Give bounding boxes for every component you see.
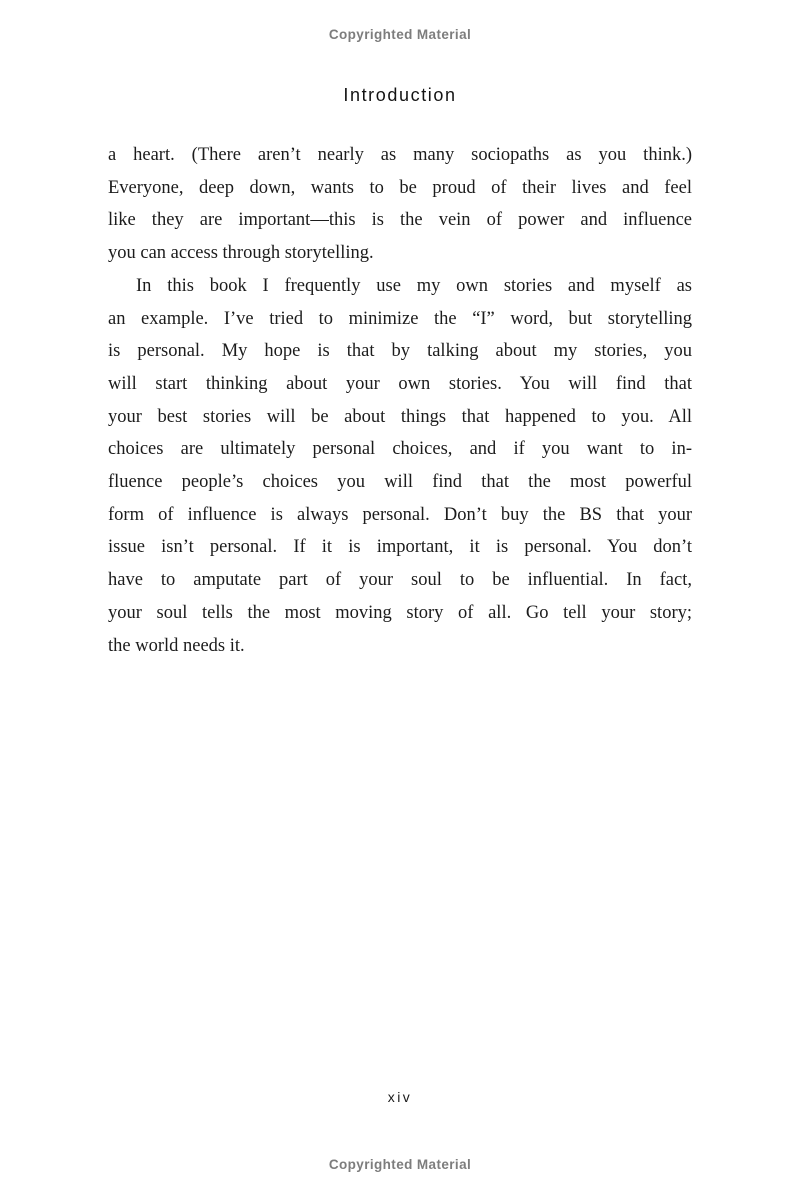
text-line: you can access through storytelling. (108, 243, 374, 264)
copyright-notice-bottom: Copyrighted Material (328, 1157, 472, 1172)
text-line: choices are ultimately personal choices, and if you want to in- (108, 439, 692, 460)
text-line: fluence people’s choices you will find that the most powerful (108, 472, 692, 493)
text-line: your soul tells the most moving story of all. Go tell your story; (108, 602, 692, 623)
page-number: xiv (387, 1089, 413, 1105)
body-text (108, 139, 692, 662)
copyright-notice-top: Copyrighted Material (328, 27, 472, 42)
text-line: issue isn’t personal. If it is important, it is personal. You don’t (108, 537, 692, 558)
text-line: will start thinking about your own stories. You will find that (108, 373, 692, 394)
text-line: is personal. My hope is that by talking about my stories, you (108, 341, 692, 362)
text-line: an example. I’ve tried to minimize the “I” word, but storytelling (108, 308, 692, 329)
paragraph (108, 270, 692, 662)
text-line: your best stories will be about things that happened to you. All (108, 406, 692, 427)
text-line: the world needs it. (108, 635, 245, 656)
chapter-title: Introduction (343, 85, 457, 105)
text-line: like they are important—this is the vein of power and influence (108, 210, 692, 231)
text-line: a heart. (There aren’t nearly as many sociopaths as you think.) (108, 145, 692, 165)
text-line: Everyone, deep down, wants to be proud of their lives and feel (108, 177, 692, 198)
text-line: have to amputate part of your soul to be influential. In fact, (108, 570, 692, 591)
paragraph (108, 139, 692, 270)
text-line: In this book I frequently use my own stories and myself as (136, 275, 692, 296)
text-line: form of influence is always personal. Don’t buy the BS that your (108, 504, 692, 525)
